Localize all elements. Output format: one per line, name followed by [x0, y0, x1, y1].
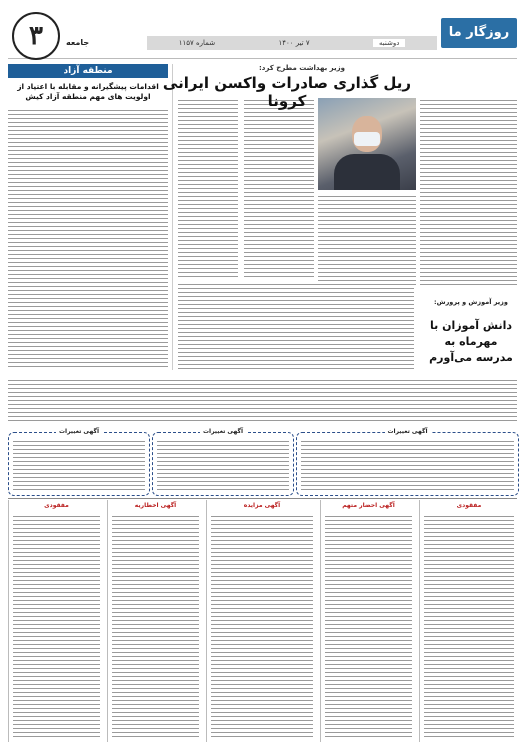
- right-column-body: [420, 98, 517, 288]
- classified-title: آگهی مزایده: [243, 502, 281, 509]
- classified-title: مفقودی: [456, 502, 482, 509]
- classified-body: [13, 514, 100, 738]
- free-zone-body: [8, 108, 168, 370]
- issue-day: دوشنبه: [373, 39, 405, 47]
- classified-column: [107, 500, 203, 742]
- free-zone-headline: اقدامات پیشگیرانه و مقابله با اعتیاد از اولویت های مهم منطقه آزاد کیش: [17, 82, 159, 101]
- classified-title: آگهی اخطاریه: [134, 502, 177, 509]
- notice-title: آگهی تغییرات: [200, 428, 246, 435]
- page-number: ۳: [12, 12, 60, 60]
- main-story-body: [178, 98, 238, 278]
- classified-divider: [8, 498, 517, 499]
- issue-number: شماره ۱۱۵۷: [178, 39, 216, 47]
- notice-box: [8, 428, 150, 496]
- minister-photo: [318, 98, 416, 190]
- classified-column: [419, 500, 518, 742]
- notice-body: [157, 439, 289, 491]
- notice-body: [13, 439, 145, 491]
- side-story-headline: دانش آموزان با مهرماه به مدرسه می‌آورم: [429, 319, 513, 364]
- main-story-continuation: [178, 282, 414, 370]
- main-story-headline: ریل گذاری صادرات واکسن ایرانی کرونا: [162, 74, 412, 110]
- notice-body: [301, 439, 514, 491]
- notice-title: آگهی تغییرات: [56, 428, 102, 435]
- side-story-kicker: وزیر آموزش و پرورش:: [434, 298, 508, 306]
- masthead: [8, 6, 517, 59]
- main-story-kicker: وزیر بهداشت مطرح کرد:: [258, 64, 345, 72]
- notice-text-band: [8, 378, 517, 424]
- main-story-body: [244, 98, 314, 278]
- notice-box: [296, 428, 519, 496]
- classified-body: [424, 514, 514, 738]
- notice-box: [152, 428, 294, 496]
- classified-column: [320, 500, 416, 742]
- classified-body: [211, 514, 313, 738]
- date-band: [147, 36, 437, 50]
- free-zone-title: منطقه آزاد: [8, 64, 168, 78]
- newspaper-logo: روزگار ما: [441, 18, 517, 48]
- classified-column: [206, 500, 317, 742]
- classified-title: آگهی احضار متهم: [342, 502, 395, 509]
- photo-caption-body: [318, 194, 416, 288]
- issue-date: ۷ تیر ۱۴۰۰: [278, 39, 310, 47]
- classified-column: [8, 500, 104, 742]
- section-name: جامعه: [66, 38, 90, 47]
- classified-title: مفقودی: [44, 502, 69, 509]
- notice-title: آگهی تغییرات: [384, 428, 430, 435]
- classified-body: [325, 514, 412, 738]
- classified-body: [112, 514, 199, 738]
